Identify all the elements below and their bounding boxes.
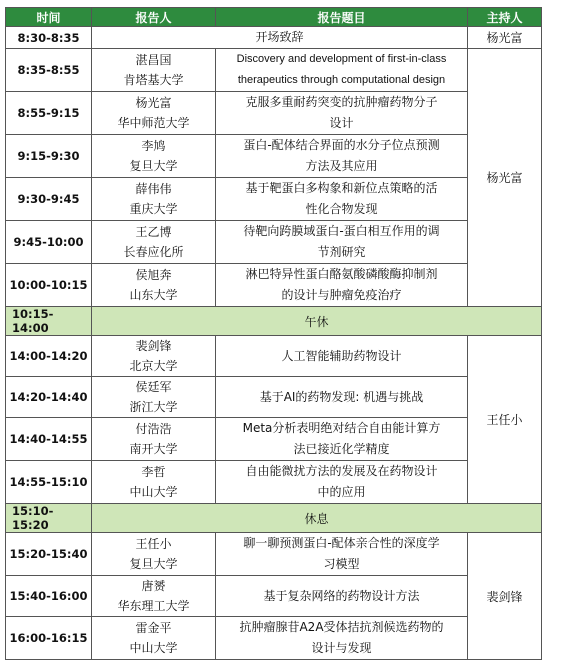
speaker-name: 王乙博 (135, 225, 172, 239)
header-row (6, 8, 542, 27)
topic-cell (216, 49, 468, 92)
table-row (6, 49, 542, 92)
break-row (6, 504, 542, 533)
time-cell: 14:40-14:55 (6, 418, 92, 461)
speaker-org: 南开大学 (129, 442, 178, 456)
topic-line: 方法及其应用 (305, 159, 378, 173)
time-cell: 9:30-9:45 (6, 178, 92, 221)
topic-line: 基于复杂网络的药物设计方法 (263, 588, 420, 603)
topic-cell (216, 461, 468, 504)
break-label: 午休 (92, 307, 542, 336)
schedule-table (5, 7, 542, 660)
speaker-name: 湛昌国 (135, 53, 172, 67)
speaker-org: 北京大学 (129, 359, 178, 373)
topic-line: 的设计与肿瘤免疫治疗 (281, 288, 402, 302)
time-cell: 8:35-8:55 (6, 49, 92, 92)
topic-line: 设计 (329, 116, 354, 130)
speaker-cell (92, 135, 216, 178)
topic-cell (216, 221, 468, 264)
table-row (6, 576, 542, 617)
topic-line: 人工智能辅助药物设计 (281, 348, 402, 363)
speaker-org: 重庆大学 (129, 202, 178, 216)
speaker-name: 付浩浩 (135, 422, 172, 436)
host-cell: 杨光富 (468, 27, 542, 49)
speaker-name: 唐赟 (141, 579, 166, 593)
time-cell: 8:30-8:35 (6, 27, 92, 49)
topic-line: 中的应用 (317, 485, 366, 499)
topic-line: Discovery and development of first-in-class (236, 53, 447, 65)
speaker-cell (92, 418, 216, 461)
table-row (6, 27, 542, 49)
topic-cell (216, 617, 468, 660)
topic-line: 蛋白-配体结合界面的水分子位点预测 (243, 138, 440, 152)
speaker-org: 中山大学 (129, 641, 178, 655)
time-cell: 10:15-14:00 (6, 307, 92, 336)
speaker-cell (92, 576, 216, 617)
table-row (6, 461, 542, 504)
topic-cell (216, 576, 468, 617)
time-cell: 9:45-10:00 (6, 221, 92, 264)
time-cell: 8:55-9:15 (6, 92, 92, 135)
speaker-name: 裴剑锋 (135, 339, 172, 353)
time-cell: 9:15-9:30 (6, 135, 92, 178)
time-cell: 14:20-14:40 (6, 377, 92, 418)
topic-line: 克服多重耐药突变的抗肿瘤药物分子 (245, 95, 438, 109)
speaker-cell (92, 533, 216, 576)
speaker-org: 复旦大学 (129, 159, 178, 173)
host-cell: 王任小 (468, 336, 542, 504)
table-row (6, 418, 542, 461)
speaker-cell (92, 178, 216, 221)
header-time: 时间 (6, 8, 92, 27)
topic-line: 基于AI的药物发现: 机遇与挑战 (259, 389, 424, 404)
speaker-org: 山东大学 (129, 288, 178, 302)
speaker-org: 华中师范大学 (117, 116, 190, 130)
speaker-org: 华东理工大学 (117, 599, 190, 613)
time-cell: 15:20-15:40 (6, 533, 92, 576)
break-row (6, 307, 542, 336)
speaker-org: 长春应化所 (123, 245, 184, 259)
table-row (6, 178, 542, 221)
table-row (6, 264, 542, 307)
header-host: 主持人 (468, 8, 542, 27)
table-row (6, 377, 542, 418)
topic-line: 淋巴特异性蛋白酪氨酸磷酸酶抑制剂 (245, 267, 438, 281)
topic-line: 基于靶蛋白多构象和新位点策略的活 (245, 181, 438, 195)
table-row (6, 221, 542, 264)
table-row (6, 135, 542, 178)
speaker-cell (92, 336, 216, 377)
topic-cell (216, 377, 468, 418)
break-label: 休息 (92, 504, 542, 533)
topic-line: 自由能微扰方法的发展及在药物设计 (245, 464, 438, 478)
topic-line: 待靶向跨膜域蛋白-蛋白相互作用的调 (243, 224, 440, 238)
topic-cell (216, 418, 468, 461)
topic-line: 聊一聊预测蛋白-配体亲合性的深度学 (243, 536, 440, 550)
speaker-name: 李鸠 (141, 139, 166, 153)
topic-line: therapeutics through computational design (237, 74, 446, 86)
speaker-cell (92, 221, 216, 264)
topic-cell (216, 336, 468, 377)
speaker-name: 侯旭奔 (135, 268, 172, 282)
speaker-cell (92, 92, 216, 135)
topic-cell (216, 92, 468, 135)
host-cell: 杨光富 (468, 49, 542, 307)
speaker-name: 李哲 (141, 465, 166, 479)
topic-line: 抗肿瘤腺苷A2A受体拮抗剂候选药物的 (239, 620, 444, 634)
speaker-cell (92, 49, 216, 92)
topic-line: Meta分析表明绝对结合自由能计算方 (242, 421, 441, 435)
speaker-name: 雷金平 (135, 621, 172, 635)
time-cell: 14:00-14:20 (6, 336, 92, 377)
speaker-org: 浙江大学 (129, 400, 178, 414)
speaker-cell (92, 617, 216, 660)
table-row (6, 336, 542, 377)
speaker-name: 杨光富 (135, 96, 172, 110)
topic-line: 法已接近化学精度 (293, 442, 390, 456)
speaker-org: 肯塔基大学 (123, 73, 184, 87)
topic-cell (216, 178, 468, 221)
host-cell: 裴剑锋 (468, 533, 542, 660)
speaker-cell (92, 461, 216, 504)
topic-line: 性化合物发现 (305, 202, 378, 216)
topic-line: 习模型 (323, 557, 360, 571)
topic-cell (216, 135, 468, 178)
table-row (6, 533, 542, 576)
speaker-cell (92, 264, 216, 307)
time-cell: 15:10-15:20 (6, 504, 92, 533)
time-cell: 16:00-16:15 (6, 617, 92, 660)
time-cell: 15:40-16:00 (6, 576, 92, 617)
speaker-org: 复旦大学 (129, 557, 178, 571)
header-speaker: 报告人 (92, 8, 216, 27)
speaker-name: 王任小 (135, 537, 172, 551)
topic-cell (216, 264, 468, 307)
speaker-name: 侯廷军 (135, 380, 172, 394)
topic-line: 节剂研究 (317, 245, 366, 259)
header-topic: 报告题目 (216, 8, 468, 27)
speaker-org: 中山大学 (129, 485, 178, 499)
topic-cell: 开场致辞 (92, 27, 468, 49)
time-cell: 14:55-15:10 (6, 461, 92, 504)
speaker-name: 薛伟伟 (135, 182, 172, 196)
topic-cell (216, 533, 468, 576)
time-cell: 10:00-10:15 (6, 264, 92, 307)
table-row (6, 92, 542, 135)
table-row (6, 617, 542, 660)
topic-line: 设计与发现 (311, 641, 372, 655)
speaker-cell (92, 377, 216, 418)
